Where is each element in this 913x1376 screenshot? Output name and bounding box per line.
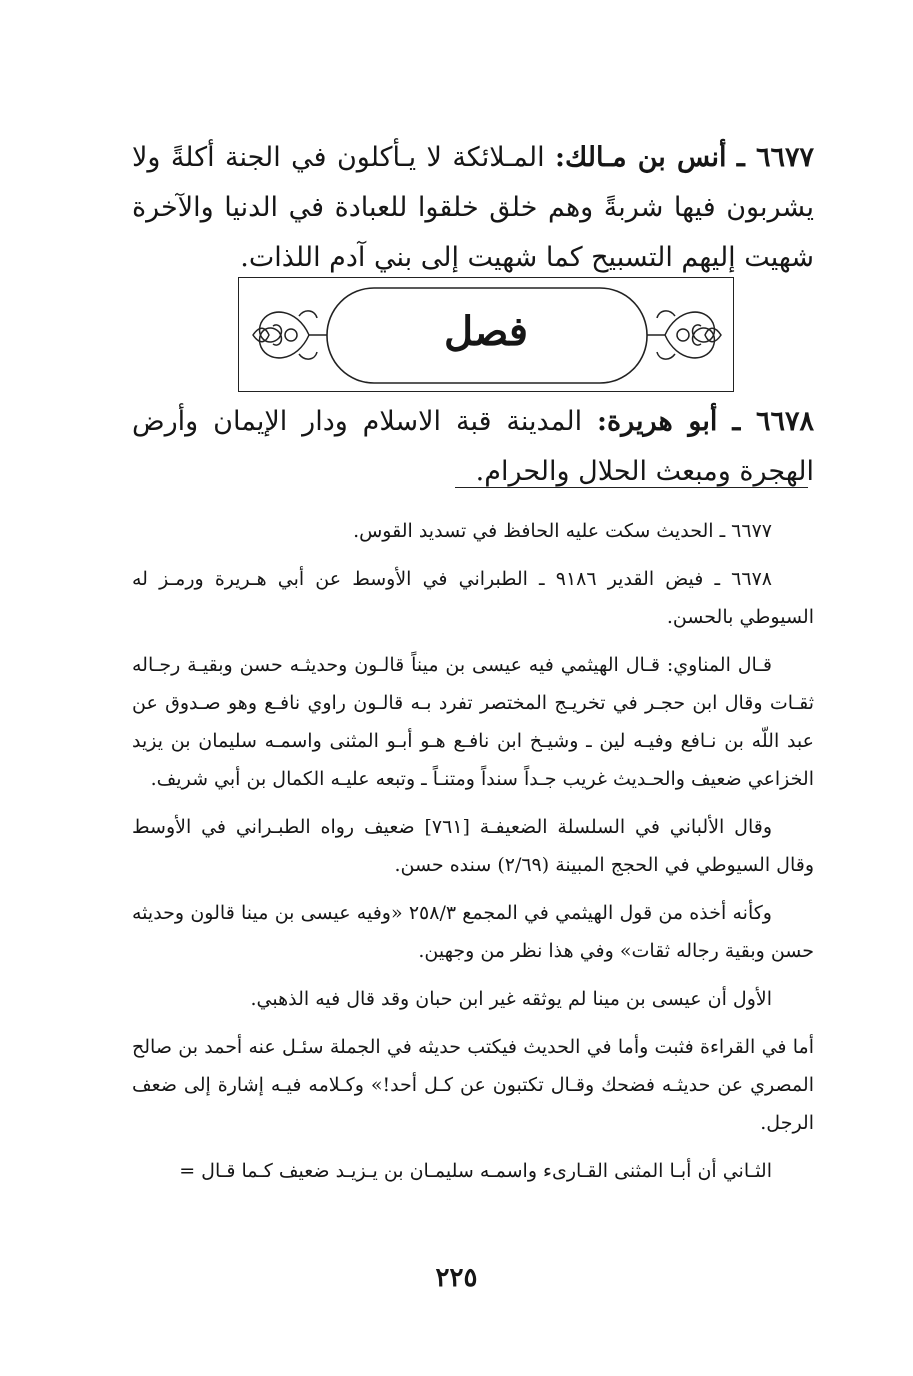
footnote-paragraph: وقال الألباني في السلسلة الضعيفـة [٧٦١] ضعيف رواه الطبـراني في الأوسط وقال السيوطي في الحجج المبينة (٢/٦٩) سنده حسن. xyxy=(132,816,814,876)
footnote-divider xyxy=(455,487,808,488)
footnote-paragraph: الثـاني أن أبـا المثنى القـارىء واسمـه سليمـان بن يـزيـد ضعيف كـما قـال = xyxy=(179,1160,772,1182)
footnotes xyxy=(132,512,814,1200)
footnote-paragraph: الأول أن عيسى بن مينا لم يوثقه غير ابن حبان وقد قال فيه الذهبي. xyxy=(250,988,772,1010)
entry-6677 xyxy=(132,133,814,283)
footnote-6678: ٦٦٧٨ ـ فيض القدير ٩١٨٦ ـ الطبراني في الأوسط عن أبي هـريرة ورمـز له السيوطي بالحسن. xyxy=(132,568,814,628)
entry-6678-text: المدينة قبة الاسلام ودار الإيمان وأرض الهجرة ومبعث الحلال والحرام. xyxy=(132,406,814,487)
entry-6677-text: المـلائكة لا يـأكلون في الجنة أكلةً ولا يشربون فيها شربةً وهم خلق خلقوا للعبادة في الدنيا والآخرة شهيت إليهم التسبيح كما شهيت إلى بني آدم اللذات. xyxy=(132,142,814,273)
entry-6678 xyxy=(132,397,814,497)
entry-6677-narrator: أنس بن مـالك: xyxy=(555,142,727,173)
page-number: ٢٢٥ xyxy=(435,1263,478,1293)
section-banner xyxy=(238,277,734,392)
entry-6678-number: ٦٦٧٨ ـ xyxy=(732,406,814,437)
entry-6678-narrator: أبو هريرة: xyxy=(597,406,718,437)
entry-6677-paragraph xyxy=(132,133,814,283)
footnote-paragraph: وكأنه أخذه من قول الهيثمي في المجمع ٢٥٨/٣ «وفيه عيسى بن مينا قالون وحديثه حسن وبقية رجاله ثقات» وفي هذا نظر من وجهين. xyxy=(132,902,814,962)
footnote-6677: ٦٦٧٧ ـ الحديث سكت عليه الحافظ في تسديد القوس. xyxy=(353,520,772,542)
section-title: فصل xyxy=(443,308,529,355)
entry-6678-paragraph xyxy=(132,397,814,497)
footnote-paragraph: أما في القراءة فثبت وأما في الحديث فيكتب حديثه في الجملة سئـل عنه أحمد بن صالح المصري عن حديثـه فضحك وقـال تكتبون عن كـل أحد!» وكـلامه فيـه إشارة إلى ضعف الرجل. xyxy=(132,1036,814,1134)
entry-6677-number: ٦٦٧٧ ـ xyxy=(736,142,814,173)
footnote-paragraph: قـال المناوي: قـال الهيثمي فيه عيسى بن ميناً قالـون وحديثـه حسن وبقيـة رجـاله ثقـات وقال ابن حجـر في تخريـج المختصر تفرد بـه قالـون راوي نافـع وهو صـدوق عن عبد اللّه بن نـافع وفيـه لين ـ وشيـخ ابن نافـع هـو أبـو المثنى واسمـه سليمان بن يزيد الخزاعي ضعيف والحـديث غريب جـداً سنداً ومتنـاً ـ وتبعه عليـه الكمال بن أبي شريف. xyxy=(132,654,814,790)
